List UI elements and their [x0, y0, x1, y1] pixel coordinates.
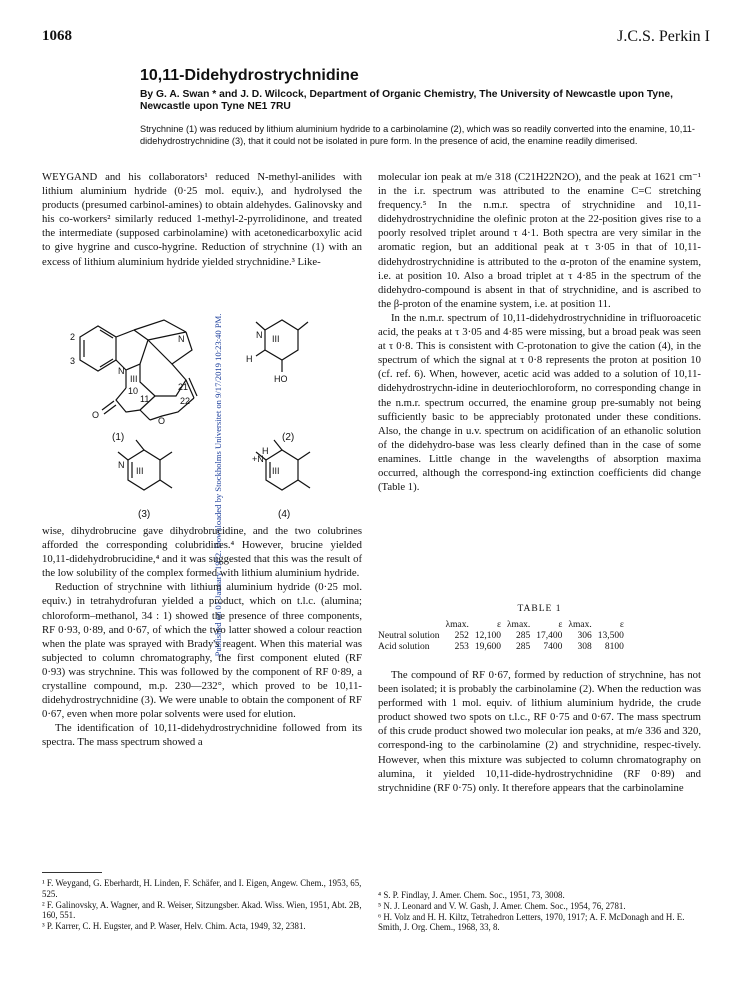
left-column-intro: [42, 170, 362, 269]
page-number: 1068: [42, 28, 72, 44]
paragraph: In the n.m.r. spectrum of 10,11-didehydrostrychnidine in trifluoroacetic acid, the peaks at τ 3·05 and 4·85 were missing, but a broad peak was seen at τ 0·8. This is consistent with C-protonation to give the cation (4), in the spectrum of which the signal at τ 0·8 represents the proton at position 10 (cf. ref. 6). When, however, acetic acid was added to a solution of 10,11-didehydrostrychn-idine in deuteriochloroform, no corresponding change in the n.m.r. spectrum occurred, the enamine group pre-sumably not being sufficiently basic to be appreciably protonated under these conditions. Also, the change in u.v. spectrum on acidification of an ethanolic solution of the didehydro-base was less clearly defined than in the case of some enamines. Little change in the wavelengths of absorption maxima occurred, although the correspond-ing extinction coefficients did change (Table 1).: [378, 311, 701, 494]
footnote: ⁵ N. J. Leonard and V. W. Gash, J. Amer. Chem. Soc., 1954, 76, 2781.: [378, 900, 626, 911]
paragraph: The compound of RF 0·67, formed by reduction of strychnine, has not been isolated; it is probably the carbinolamine (2). When the reduction was performed with 1 mol. equiv. of lithium aluminium hydride, the crude product showed two spots on t.l.c., RF 0·75 and 0·67. The mass spectrum of this crude product showed two molecular ion peaks, at m/e 336 and 320, correspond-ing to the carbinolamine (2) and strychnidine, respec-tively. However, when this mixture was subjected to column chromatography on alumina, it yielded 10,11-dide-hydrostrychnidine (RF 0·89) and strychnidine (RF 0·75) only. It therefore appears that the carbinolamine: [378, 669, 701, 794]
footnotes-right: [378, 890, 701, 933]
svg-text:H: H: [262, 446, 269, 456]
benzene-ring: [80, 326, 116, 371]
svg-text:+N: +N: [252, 454, 264, 464]
paragraph: The identification of 10,11-didehydrostrychnidine followed from its spectra. The mass spectrum showed a: [42, 722, 362, 749]
paragraph: Reduction of strychnine with lithium aluminium hydride (0·25 mol. equiv.) in tetrahydrofuran yielded a product, which on t.l.c. (alumina; chloroform–methanol, 34 : 1) showed the presence of three components, RF 0·93, 0·89, and 0·67, of which the two latter showed a colour reaction when the plate was sprayed with Brady's reagent. When this material was subjected to column chromatography, the first component eluted (RF 0·93) was strychnine. This was followed by the component of RF 0·89, a crystalline compound, m.p. 230—232°, which proved to be 10,11-didehydrostrychnidine (3). We were unable to obtain the component of RF 0·67, even when more polar solvents were used for elution.: [42, 581, 362, 721]
journal-name: J.C.S. Perkin I: [617, 28, 710, 45]
abstract: Strychnine (1) was reduced by lithium aluminium hydride to a carbinolamine (2), which was so readily converted into the enamine, 10,11-didehydrostrychnidine (3), that it could not be isolated in pure form. In the presence of acid, the enamine readily dimerised.: [140, 124, 695, 146]
svg-text:III: III: [272, 334, 280, 344]
structure-label: (4): [278, 509, 291, 520]
right-column-bottom: [378, 668, 701, 795]
footnote: ⁴ S. P. Findlay, J. Amer. Chem. Soc., 1951, 73, 3008.: [378, 890, 565, 900]
table-row: Acid solution 253 19,600 285 7400 308 8100: [378, 642, 624, 652]
svg-text:N: N: [118, 460, 125, 470]
paragraph: molecular ion peak at m/e 318 (C21H22N2O), and the peak at 1621 cm⁻¹ in the i.r. spectrum was attributed to the enamine C=C stretching frequency.⁵ In the n.m.r. spectra of strychnidine and 10,11-didehydrostrychnidine the olefinic proton at the 22-position gives rise to a poorly resolved triplet around τ 4·1. Both spectra are very similar in the aromatic region, but an additional peak at τ 3·05 in that of 10,11-didehydrostrychnidine is attributed to the α-proton of the enamine system, i.e. at position 10. Also a broad triplet at τ 4·85 in the spectrum of the didehydro-compound is absent in that of strychnidine, and is ascribed to the β-proton of the enamine system, i.e. at position 11.: [378, 171, 701, 310]
table-caption: TABLE 1: [517, 604, 562, 614]
svg-text:O: O: [92, 410, 100, 420]
right-column-body: [378, 170, 701, 494]
svg-text:III: III: [130, 374, 138, 384]
footnote-rule: [42, 872, 102, 873]
svg-text:III: III: [136, 466, 144, 476]
svg-text:O: O: [158, 416, 166, 426]
download-notice-link[interactable]: Published on 01 January 1972. Downloaded by Stockholms Universitet on 9/17/2019 10:23:40 PM.: [213, 313, 223, 657]
svg-text:H: H: [246, 354, 253, 364]
svg-text:10: 10: [128, 386, 139, 396]
svg-text:N: N: [118, 366, 125, 376]
table-row: Neutral solution 252 12,100 285 17,400 306 13,500: [378, 631, 624, 641]
svg-text:21: 21: [178, 382, 189, 392]
svg-text:N: N: [178, 334, 185, 344]
article-title: 10,11-Didehydrostrychnidine: [140, 67, 359, 84]
structure-label: (3): [138, 509, 151, 520]
footnotes-left: [42, 878, 362, 932]
svg-text:III: III: [272, 466, 280, 476]
footnote: ³ P. Karrer, C. H. Eugster, and P. Waser, Helv. Chim. Acta, 1949, 32, 2381.: [42, 921, 306, 932]
paragraph: WEYGAND and his collaborators¹ reduced N-methyl-anilides with lithium aluminium hydride (0·25 mol. equiv.), and hydrolysed the products (presumed carbinol-amines) to obtain aldehydes. Galinovsky and his co-workers² similarly reduced 1-methyl-2-pyrrolidinone, and treated the intermediate (supposed carbinolamine) with acetonedicarboxylic acid to give hygrine and cusco-hygrine. Reduction of strychnine (1) with an excess of lithium aluminium hydride yielded strychnidine.³ Like-: [42, 171, 362, 268]
paragraph: wise, dihydrobrucine gave dihydrobrucidine, and the two colubrines afforded the corresponding colubridines.⁴ However, brucine yielded 10,11-didehydrobrucidine,⁴ and it was suggested that this was the result of the low solubility of the complex formed with lithium aluminium hydride.: [42, 525, 362, 580]
structure-label: (2): [282, 432, 295, 443]
left-column-body: [42, 524, 362, 750]
svg-text:22: 22: [180, 396, 191, 406]
table-header-row: λmax. ε λmax. ε λmax. ε: [445, 620, 624, 630]
structure-label: (1): [112, 432, 125, 443]
footnote: ² F. Galinovsky, A. Wagner, and R. Weiser, Sitzungsber. Akad. Wiss. Wien, 1951, Abt. 2B, 160, 551.: [42, 899, 362, 921]
svg-text:N: N: [256, 330, 263, 340]
table-1: [378, 620, 630, 653]
svg-text:3: 3: [70, 356, 76, 366]
svg-text:11: 11: [140, 394, 150, 404]
author-affiliation: By G. A. Swan * and J. D. Wilcock, Department of Organic Chemistry, The University of Newcastle upon Tyne, Newcastle upon Tyne NE1 7RU: [140, 89, 673, 112]
svg-text:HO: HO: [274, 374, 288, 384]
chemical-structures: [60, 312, 360, 527]
footnote: ⁶ H. Volz and H. H. Kiltz, Tetrahedron Letters, 1970, 1917; A. F. McDonagh and H. E. Smith, J. Org. Chem., 1968, 33, 8.: [378, 911, 685, 933]
svg-text:2: 2: [70, 332, 76, 342]
footnote: ¹ F. Weygand, G. Eberhardt, H. Linden, F. Schäfer, and I. Eigen, Angew. Chem., 1953, 65, 525.: [42, 878, 362, 899]
